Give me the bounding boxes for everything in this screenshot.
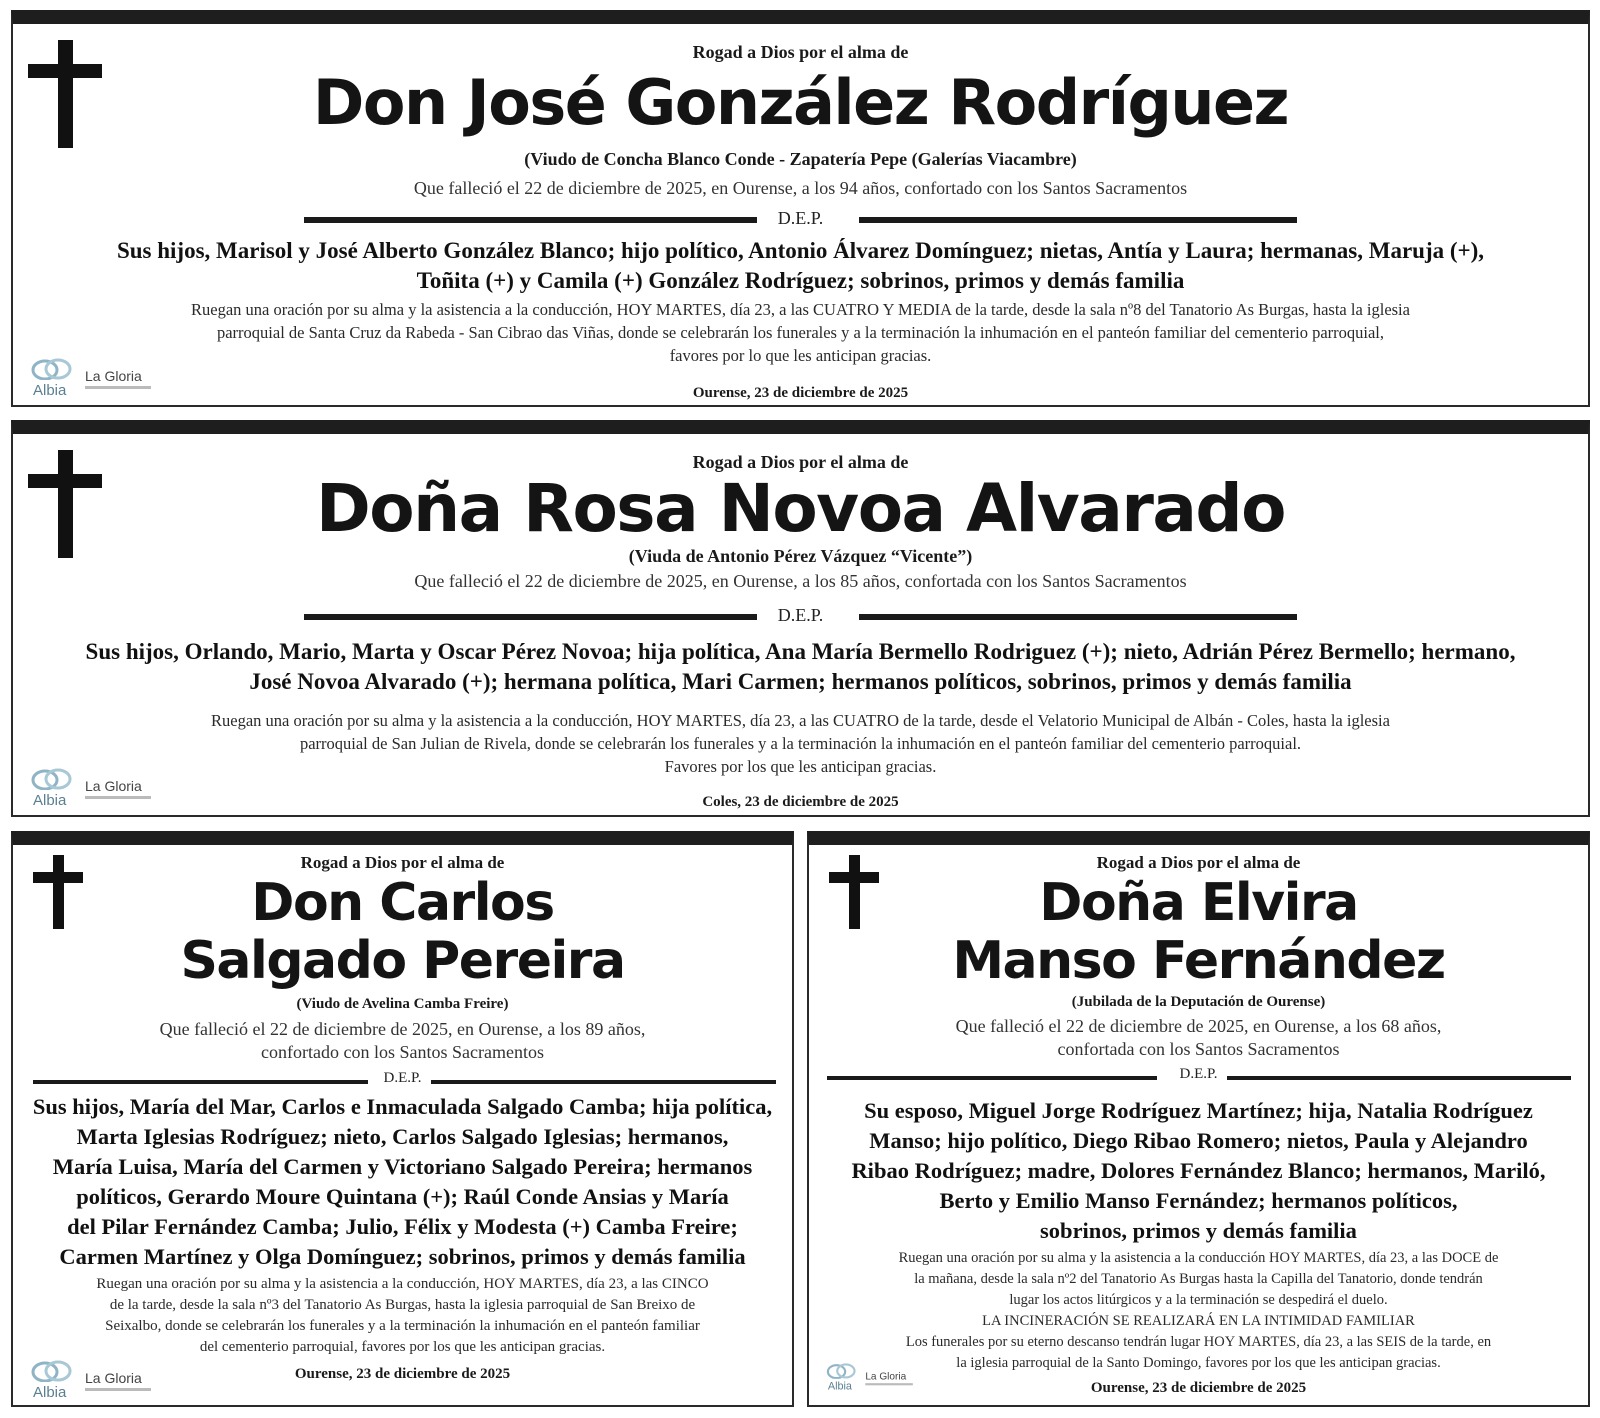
family-line: Berto y Emilio Manso Fernández; hermanos políticos, <box>939 1188 1458 1213</box>
family-line: del Pilar Fernández Camba; Julio, Félix y Modesta (+) Camba Freire; <box>67 1214 738 1239</box>
family-line: Manso; hijo político, Diego Ribao Romero; nietos, Paula y Alejandro <box>869 1128 1528 1153</box>
death-statement: Que falleció el 22 de diciembre de 2025, en Ourense, a los 89 años, <box>159 1019 646 1039</box>
spouse-note: (Jubilada de la Deputación de Ourense) <box>1071 994 1326 1010</box>
funeral-home-logo <box>29 768 159 812</box>
logo-name: La Gloria <box>865 1370 907 1382</box>
spouse-note: (Viudo de Avelina Camba Freire) <box>296 996 509 1012</box>
logo-brand: Albia <box>33 1384 67 1401</box>
obituary-card-4 <box>807 831 1590 1407</box>
deceased-name: Manso Fernández <box>952 931 1445 991</box>
family-line: Carmen Martínez y Olga Domínguez; sobrinos, primos y demás familia <box>59 1244 746 1269</box>
intro-text: Rogad a Dios por el alma de <box>692 42 909 62</box>
deceased-name: Doña Rosa Novoa Alvarado <box>316 470 1285 547</box>
family-line: José Novoa Alvarado (+); hermana política, Mari Carmen; hermanos políticos, sobrinos, primos y demás familia <box>249 669 1352 694</box>
logo-name: La Gloria <box>85 368 142 384</box>
service-details: lugar los actos litúrgicos y a la terminación se despedirá el duelo. <box>1009 1292 1388 1308</box>
logo-brand: Albia <box>33 792 67 809</box>
service-details: Ruegan una oración por su alma y la asistencia a la conducción, HOY MARTES, día 23, a las CUATRO Y MEDIA de la tarde, desde la sala nº8 del Tanatorio As Burgas, hasta la iglesia <box>191 300 1410 319</box>
logo-name: La Gloria <box>85 1370 142 1386</box>
service-details: favores por lo que les anticipan gracias. <box>669 346 932 365</box>
place-date: Ourense, 23 de diciembre de 2025 <box>692 385 909 401</box>
place-date: Ourense, 23 de diciembre de 2025 <box>294 1366 511 1382</box>
family-line: Sus hijos, Marisol y José Alberto González Blanco; hijo político, Antonio Álvarez Domínguez; nietas, Antía y Laura; hermanas, Maruja (+), <box>116 238 1485 263</box>
funeral-home-logo <box>29 1360 159 1404</box>
dep-label: D.E.P. <box>1179 1066 1218 1082</box>
albia-logo-icon <box>31 1360 73 1382</box>
service-details: Los funerales por su eterno descanso tendrán lugar HOY MARTES, día 23, a las SEIS de la tarde, en <box>905 1334 1492 1350</box>
place-date: Coles, 23 de diciembre de 2025 <box>702 794 899 810</box>
logo-name: La Gloria <box>85 778 142 794</box>
place-date: Ourense, 23 de diciembre de 2025 <box>1090 1380 1307 1396</box>
dep-label: D.E.P. <box>777 605 824 625</box>
dep-divider <box>13 1070 792 1094</box>
service-details: LA INCINERACIÓN SE REALIZARÁ EN LA INTIMIDAD FAMILIAR <box>982 1313 1415 1329</box>
family-line: Toñita (+) y Camila (+) González Rodríguez; sobrinos, primos y demás familia <box>416 268 1185 293</box>
obituary-card-3 <box>11 831 794 1407</box>
death-statement: Que falleció el 22 de diciembre de 2025, en Ourense, a los 85 años, confortada con los Santos Sacramentos <box>414 571 1187 591</box>
family-line: Su esposo, Miguel Jorge Rodríguez Martínez; hija, Natalia Rodríguez <box>864 1098 1533 1123</box>
spouse-note: (Viudo de Concha Blanco Conde - Zapatería Pepe (Galerías Viacambre) <box>524 149 1077 169</box>
dep-label: D.E.P. <box>383 1070 422 1086</box>
service-details: parroquial de San Julian de Rivela, donde se celebrarán los funerales y a la terminación la inhumación en el panteón familiar del cementerio parroquial. <box>299 734 1302 753</box>
family-line: Ribao Rodríguez; madre, Dolores Fernández Blanco; hermanos, Mariló, <box>851 1158 1546 1183</box>
deceased-name: Salgado Pereira <box>180 931 625 991</box>
obituary-card-1 <box>11 10 1590 407</box>
service-details: la iglesia parroquial de la Santo Domingo, favores por los que les anticipan gracias. <box>956 1355 1441 1371</box>
spouse-note: (Viuda de Antonio Pérez Vázquez “Vicente”) <box>628 546 973 566</box>
death-statement: confortado con los Santos Sacramentos <box>261 1042 544 1062</box>
family-line: Sus hijos, Orlando, Mario, Marta y Oscar Pérez Novoa; hija política, Ana María Bermello Rodriguez (+); nieto, Adrián Pérez Bermello; hermano, <box>85 639 1516 664</box>
service-details: parroquial de Santa Cruz da Rabeda - San Cibrao das Viñas, donde se celebrarán los funerales y a la terminación la inhumación en el panteón familiar del cementerio parroquial, <box>216 323 1385 342</box>
intro-text: Rogad a Dios por el alma de <box>692 452 909 472</box>
family-line: María Luisa, María del Carmen y Victoriano Salgado Pereira; hermanos <box>52 1154 753 1179</box>
service-details: Favores por los que les anticipan gracias. <box>664 757 937 776</box>
funeral-home-logo <box>29 358 159 402</box>
service-details: de la tarde, desde la sala nº3 del Tanatorio As Burgas, hasta la iglesia parroquial de San Breixo de <box>109 1297 696 1313</box>
service-details: la mañana, desde la sala nº2 del Tanatorio As Burgas hasta la Capilla del Tanatorio, donde tendrán <box>914 1271 1483 1287</box>
service-details: Ruegan una oración por su alma y la asistencia a la conducción, HOY MARTES, día 23, a las CINCO <box>96 1276 709 1292</box>
family-line: políticos, Gerardo Moure Quintana (+); Raúl Conde Ansias y María <box>76 1184 729 1209</box>
deceased-name: Don José González Rodríguez <box>312 66 1289 139</box>
deceased-name: Don Carlos <box>251 873 554 933</box>
family-line: Sus hijos, María del Mar, Carlos e Inmaculada Salgado Camba; hija política, <box>32 1094 773 1119</box>
dep-divider <box>809 1066 1588 1090</box>
death-statement: Que falleció el 22 de diciembre de 2025, en Ourense, a los 94 años, confortado con los Santos Sacramentos <box>413 178 1188 198</box>
funeral-home-logo <box>825 1363 919 1395</box>
obituary-card-2 <box>11 420 1590 817</box>
intro-text: Rogad a Dios por el alma de <box>1096 853 1301 872</box>
intro-text: Rogad a Dios por el alma de <box>300 853 505 872</box>
family-line: Marta Iglesias Rodríguez; nieto, Carlos Salgado Iglesias; hermanos, <box>76 1124 729 1149</box>
albia-logo-icon <box>826 1363 856 1379</box>
dep-divider <box>13 208 1588 232</box>
deceased-name: Doña Elvira <box>1039 873 1358 933</box>
logo-brand: Albia <box>33 382 67 399</box>
family-line: sobrinos, primos y demás familia <box>1040 1218 1357 1243</box>
dep-divider <box>13 605 1588 629</box>
service-details: Seixalbo, donde se celebrarán los funerales y a la terminación la inhumación en el panteón familiar <box>105 1318 700 1334</box>
service-details: Ruegan una oración por su alma y la asistencia a la conducción, HOY MARTES, día 23, a las CUATRO de la tarde, desde el Velatorio Municipal de Albán - Coles, hasta la iglesia <box>211 711 1390 730</box>
death-statement: confortada con los Santos Sacramentos <box>1057 1039 1340 1059</box>
albia-logo-icon <box>31 768 73 790</box>
logo-brand: Albia <box>827 1380 852 1393</box>
death-statement: Que falleció el 22 de diciembre de 2025, en Ourense, a los 68 años, <box>955 1016 1442 1036</box>
dep-label: D.E.P. <box>777 208 824 228</box>
service-details: del cementerio parroquial, favores por los que les anticipan gracias. <box>199 1339 606 1355</box>
service-details: Ruegan una oración por su alma y la asistencia a la conducción HOY MARTES, día 23, a las DOCE de <box>898 1250 1499 1266</box>
albia-logo-icon <box>31 358 73 380</box>
